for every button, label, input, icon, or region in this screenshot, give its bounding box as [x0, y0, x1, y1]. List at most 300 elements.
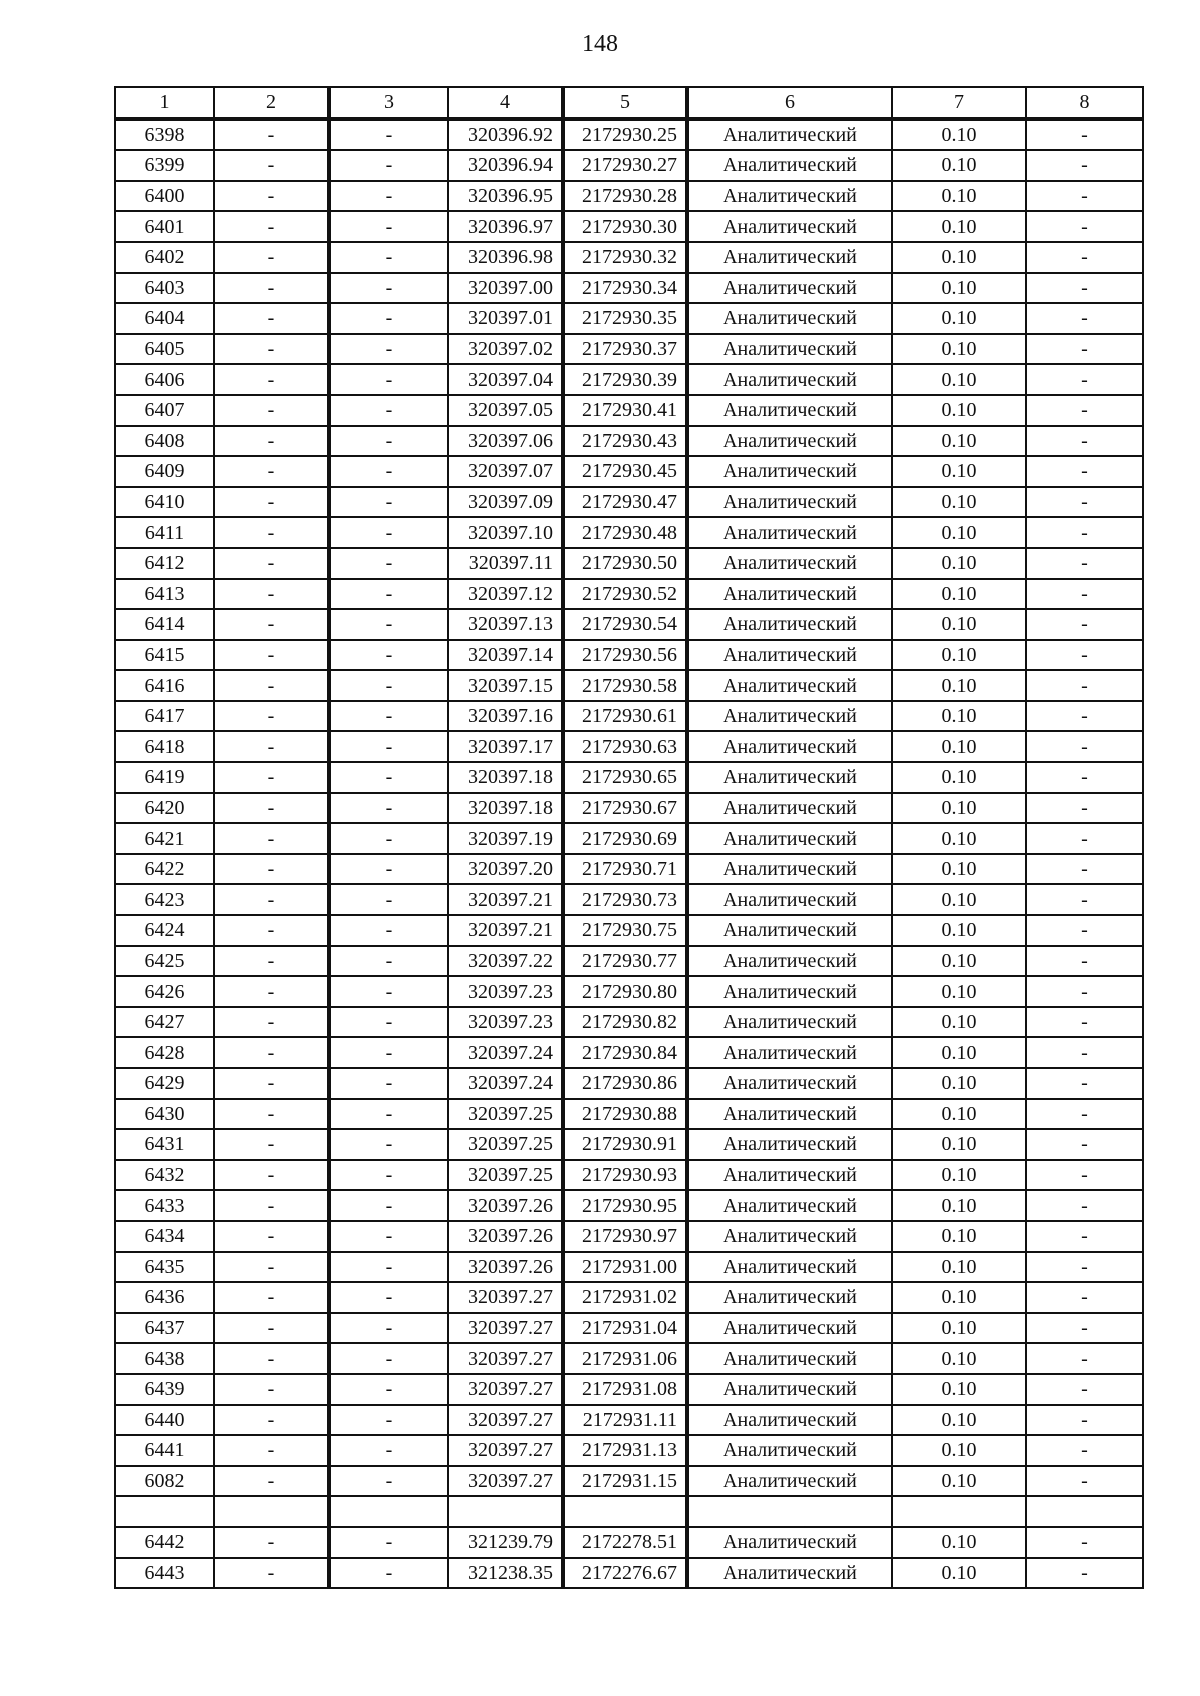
table-row: [115, 119, 1143, 151]
table-row: [115, 915, 1143, 946]
table-row: [115, 548, 1143, 579]
table-cell: -: [1026, 456, 1143, 487]
table-cell: 0.10: [892, 242, 1026, 273]
table-cell: 6433: [115, 1190, 214, 1221]
table-cell: 6428: [115, 1037, 214, 1068]
table-cell: Аналитический: [687, 303, 892, 334]
table-cell: -: [214, 334, 329, 365]
table-cell: 320397.26: [448, 1190, 563, 1221]
table-row: [115, 1466, 1143, 1497]
table-cell: 0.10: [892, 548, 1026, 579]
table-cell: 2172930.75: [563, 915, 687, 946]
table-cell: Аналитический: [687, 456, 892, 487]
table-cell: -: [1026, 946, 1143, 977]
table-cell: 320397.25: [448, 1160, 563, 1191]
table-cell: 0.10: [892, 670, 1026, 701]
table-row: [115, 1190, 1143, 1221]
table-cell: 320397.11: [448, 548, 563, 579]
table-cell: -: [1026, 1313, 1143, 1344]
table-cell: 2172930.82: [563, 1007, 687, 1038]
table-cell: 2172930.84: [563, 1037, 687, 1068]
table-cell: 320397.25: [448, 1129, 563, 1160]
page-number: 148: [582, 31, 618, 57]
table-cell: Аналитический: [687, 946, 892, 977]
table-cell: -: [214, 1037, 329, 1068]
table-cell: -: [329, 609, 448, 640]
table-cell: 320397.18: [448, 793, 563, 824]
table-cell: 0.10: [892, 731, 1026, 762]
table-cell: 0.10: [892, 762, 1026, 793]
table-cell: 0.10: [892, 793, 1026, 824]
table-cell: 2172931.00: [563, 1252, 687, 1283]
table-cell: -: [329, 1313, 448, 1344]
table-cell: -: [1026, 364, 1143, 395]
table-cell: 0.10: [892, 1313, 1026, 1344]
table-cell: -: [214, 1221, 329, 1252]
table-cell: 0.10: [892, 701, 1026, 732]
table-row: [115, 579, 1143, 610]
table-cell: 320397.22: [448, 946, 563, 977]
table-cell: -: [214, 1466, 329, 1497]
table-cell: -: [1026, 670, 1143, 701]
table-cell: Аналитический: [687, 701, 892, 732]
table-cell: -: [329, 1007, 448, 1038]
table-row: [115, 487, 1143, 518]
table-cell: Аналитический: [687, 1374, 892, 1405]
table-cell: 320397.04: [448, 364, 563, 395]
table-cell: [115, 1496, 214, 1527]
table-cell: -: [1026, 1466, 1143, 1497]
table-cell: 2172930.97: [563, 1221, 687, 1252]
table-cell: 320397.24: [448, 1068, 563, 1099]
table-cell: Аналитический: [687, 1466, 892, 1497]
table-cell: -: [1026, 487, 1143, 518]
table-cell: 2172930.25: [563, 119, 687, 151]
table-cell: 6415: [115, 640, 214, 671]
table-cell: -: [214, 242, 329, 273]
table-cell: 6430: [115, 1099, 214, 1130]
table-cell: -: [1026, 1190, 1143, 1221]
table-cell: -: [329, 1099, 448, 1130]
table-cell: [1026, 1496, 1143, 1527]
table-cell: Аналитический: [687, 1313, 892, 1344]
table-header-row: [115, 87, 1143, 119]
table-cell: Аналитический: [687, 854, 892, 885]
table-row: [115, 150, 1143, 181]
table-cell: Аналитический: [687, 487, 892, 518]
table-cell: 320397.23: [448, 976, 563, 1007]
table-cell: 2172930.67: [563, 793, 687, 824]
table-cell: Аналитический: [687, 1343, 892, 1374]
table-cell: 6442: [115, 1527, 214, 1558]
table-cell: -: [214, 548, 329, 579]
table-cell: -: [329, 976, 448, 1007]
table-cell: -: [214, 1252, 329, 1283]
table-cell: 320397.15: [448, 670, 563, 701]
table-cell: 320397.27: [448, 1435, 563, 1466]
table-cell: 6431: [115, 1129, 214, 1160]
table-cell: -: [329, 1435, 448, 1466]
table-cell: -: [329, 1068, 448, 1099]
column-header: 5: [563, 87, 687, 119]
table-cell: 321239.79: [448, 1527, 563, 1558]
table-cell: 0.10: [892, 334, 1026, 365]
table-cell: 320397.12: [448, 579, 563, 610]
table-cell: -: [214, 915, 329, 946]
table-cell: -: [329, 456, 448, 487]
table-cell: -: [1026, 242, 1143, 273]
table-cell: Аналитический: [687, 119, 892, 151]
table-cell: 2172931.04: [563, 1313, 687, 1344]
table-cell: 0.10: [892, 823, 1026, 854]
table-cell: 6424: [115, 915, 214, 946]
table-cell: -: [214, 701, 329, 732]
table-cell: -: [1026, 915, 1143, 946]
table-cell: Аналитический: [687, 1252, 892, 1283]
table-cell: -: [329, 517, 448, 548]
table-cell: -: [214, 1068, 329, 1099]
table-cell: 2172930.39: [563, 364, 687, 395]
table-cell: Аналитический: [687, 1527, 892, 1558]
table-cell: 320396.92: [448, 119, 563, 151]
table-cell: [563, 1496, 687, 1527]
table-cell: 6437: [115, 1313, 214, 1344]
table-cell: -: [1026, 1037, 1143, 1068]
table-cell: 0.10: [892, 609, 1026, 640]
column-header: 1: [115, 87, 214, 119]
table-cell: -: [329, 1190, 448, 1221]
table-cell: [892, 1496, 1026, 1527]
table-cell: 0.10: [892, 1252, 1026, 1283]
table-cell: -: [214, 119, 329, 151]
table-cell: -: [1026, 1435, 1143, 1466]
table-cell: -: [214, 1313, 329, 1344]
table-cell: -: [329, 670, 448, 701]
table-cell: -: [329, 1374, 448, 1405]
table-cell: Аналитический: [687, 395, 892, 426]
table-cell: [687, 1496, 892, 1527]
table-cell: -: [329, 1405, 448, 1436]
table-cell: -: [1026, 640, 1143, 671]
table-cell: 2172930.88: [563, 1099, 687, 1130]
table-cell: 0.10: [892, 211, 1026, 242]
table-cell: 320397.07: [448, 456, 563, 487]
table-cell: 2172930.71: [563, 854, 687, 885]
table-cell: 0.10: [892, 640, 1026, 671]
table-cell: -: [329, 211, 448, 242]
table-row: [115, 334, 1143, 365]
table-cell: 2172931.13: [563, 1435, 687, 1466]
table-cell: 320397.19: [448, 823, 563, 854]
table-cell: 0.10: [892, 1221, 1026, 1252]
table-cell: 6422: [115, 854, 214, 885]
table-cell: 0.10: [892, 119, 1026, 151]
table-cell: 6409: [115, 456, 214, 487]
table-cell: 6402: [115, 242, 214, 273]
table-cell: -: [214, 1190, 329, 1221]
table-cell: -: [1026, 1343, 1143, 1374]
table-cell: -: [214, 1160, 329, 1191]
table-cell: 320397.27: [448, 1466, 563, 1497]
table-cell: Аналитический: [687, 579, 892, 610]
table-cell: Аналитический: [687, 976, 892, 1007]
table-cell: 320397.16: [448, 701, 563, 732]
table-cell: 2172930.43: [563, 426, 687, 457]
table-cell: Аналитический: [687, 273, 892, 304]
table-cell: Аналитический: [687, 793, 892, 824]
table-cell: 0.10: [892, 487, 1026, 518]
table-cell: -: [214, 579, 329, 610]
table-cell: 6412: [115, 548, 214, 579]
table-row: [115, 1405, 1143, 1436]
table-cell: 320397.27: [448, 1313, 563, 1344]
table-cell: 6404: [115, 303, 214, 334]
table-cell: 0.10: [892, 517, 1026, 548]
table-cell: 320397.26: [448, 1221, 563, 1252]
table-cell: 0.10: [892, 1068, 1026, 1099]
table-row: [115, 609, 1143, 640]
table-cell: Аналитический: [687, 731, 892, 762]
table-row: [115, 303, 1143, 334]
table-cell: 2172930.50: [563, 548, 687, 579]
table-cell: -: [1026, 548, 1143, 579]
table-row: [115, 1221, 1143, 1252]
table-row: [115, 1496, 1143, 1527]
table-row: [115, 976, 1143, 1007]
table-cell: 6411: [115, 517, 214, 548]
table-cell: 320397.23: [448, 1007, 563, 1038]
table-cell: 320397.21: [448, 884, 563, 915]
table-cell: 0.10: [892, 1343, 1026, 1374]
table-cell: -: [214, 793, 329, 824]
table-cell: -: [214, 395, 329, 426]
table-cell: 2172930.69: [563, 823, 687, 854]
table-row: [115, 701, 1143, 732]
table-cell: -: [329, 1160, 448, 1191]
table-cell: -: [329, 884, 448, 915]
table-row: [115, 1252, 1143, 1283]
table-cell: Аналитический: [687, 1221, 892, 1252]
table-row: [115, 1558, 1143, 1589]
table-cell: -: [329, 487, 448, 518]
table-cell: -: [329, 1129, 448, 1160]
table-cell: Аналитический: [687, 884, 892, 915]
table-cell: 320396.95: [448, 181, 563, 212]
table-row: [115, 854, 1143, 885]
table-cell: 2172930.61: [563, 701, 687, 732]
table-cell: -: [329, 273, 448, 304]
table-cell: 320397.06: [448, 426, 563, 457]
table-cell: 2172930.58: [563, 670, 687, 701]
table-row: [115, 211, 1143, 242]
table-cell: 6408: [115, 426, 214, 457]
table-cell: [448, 1496, 563, 1527]
table-cell: 6429: [115, 1068, 214, 1099]
table-cell: -: [1026, 731, 1143, 762]
table-cell: -: [214, 456, 329, 487]
table-cell: 320397.10: [448, 517, 563, 548]
table-cell: -: [1026, 1558, 1143, 1589]
table-cell: -: [214, 1405, 329, 1436]
table-cell: Аналитический: [687, 1405, 892, 1436]
table-cell: 2172930.41: [563, 395, 687, 426]
table-cell: 0.10: [892, 364, 1026, 395]
table-cell: Аналитический: [687, 1037, 892, 1068]
table-cell: Аналитический: [687, 334, 892, 365]
table-cell: 6432: [115, 1160, 214, 1191]
table-cell: -: [1026, 303, 1143, 334]
table-row: [115, 426, 1143, 457]
table-cell: 6417: [115, 701, 214, 732]
table-cell: 2172930.54: [563, 609, 687, 640]
table-row: [115, 731, 1143, 762]
table-cell: -: [214, 762, 329, 793]
table-cell: 2172930.48: [563, 517, 687, 548]
table-cell: Аналитический: [687, 426, 892, 457]
table-row: [115, 1160, 1143, 1191]
table-cell: 320397.17: [448, 731, 563, 762]
table-cell: 2172930.95: [563, 1190, 687, 1221]
table-cell: 6443: [115, 1558, 214, 1589]
table-cell: Аналитический: [687, 1160, 892, 1191]
table-cell: 320397.27: [448, 1374, 563, 1405]
table-cell: -: [329, 793, 448, 824]
table-cell: 320397.13: [448, 609, 563, 640]
table-cell: 0.10: [892, 1374, 1026, 1405]
table-cell: 320396.98: [448, 242, 563, 273]
table-cell: 0.10: [892, 150, 1026, 181]
table-cell: -: [1026, 273, 1143, 304]
table-cell: -: [329, 1466, 448, 1497]
table-cell: 6421: [115, 823, 214, 854]
table-cell: -: [329, 119, 448, 151]
table-cell: Аналитический: [687, 181, 892, 212]
table-cell: 6416: [115, 670, 214, 701]
table-cell: 0.10: [892, 946, 1026, 977]
table-cell: 6427: [115, 1007, 214, 1038]
table-cell: Аналитический: [687, 364, 892, 395]
table-cell: -: [1026, 1129, 1143, 1160]
table-cell: 2172930.34: [563, 273, 687, 304]
table-cell: -: [214, 303, 329, 334]
table-cell: 320397.25: [448, 1099, 563, 1130]
table-cell: 6441: [115, 1435, 214, 1466]
table-cell: 6401: [115, 211, 214, 242]
table-cell: 0.10: [892, 884, 1026, 915]
table-row: [115, 1343, 1143, 1374]
table-row: [115, 1129, 1143, 1160]
table-cell: -: [1026, 823, 1143, 854]
table-cell: -: [1026, 1252, 1143, 1283]
table-cell: 0.10: [892, 1282, 1026, 1313]
table-row: [115, 1099, 1143, 1130]
table-cell: 0.10: [892, 181, 1026, 212]
table-cell: Аналитический: [687, 150, 892, 181]
table-row: [115, 181, 1143, 212]
table-cell: 2172930.28: [563, 181, 687, 212]
table-cell: 2172930.52: [563, 579, 687, 610]
table-cell: Аналитический: [687, 242, 892, 273]
table-cell: 6423: [115, 884, 214, 915]
table-cell: 0.10: [892, 579, 1026, 610]
table-cell: 320397.20: [448, 854, 563, 885]
table-cell: -: [329, 1527, 448, 1558]
column-header: 7: [892, 87, 1026, 119]
table-cell: -: [329, 1252, 448, 1283]
table-cell: 6400: [115, 181, 214, 212]
table-cell: 6440: [115, 1405, 214, 1436]
table-cell: [329, 1496, 448, 1527]
table-cell: 6438: [115, 1343, 214, 1374]
table-cell: Аналитический: [687, 517, 892, 548]
column-header: 2: [214, 87, 329, 119]
table-cell: Аналитический: [687, 1129, 892, 1160]
column-header: 4: [448, 87, 563, 119]
table-cell: 6434: [115, 1221, 214, 1252]
table-cell: 320397.27: [448, 1405, 563, 1436]
table-cell: -: [1026, 1160, 1143, 1191]
table-row: [115, 395, 1143, 426]
table-cell: 320396.97: [448, 211, 563, 242]
table-cell: 320397.27: [448, 1343, 563, 1374]
table-cell: -: [1026, 1282, 1143, 1313]
table-cell: -: [214, 1558, 329, 1589]
table-cell: -: [214, 670, 329, 701]
table-cell: 320397.21: [448, 915, 563, 946]
table-row: [115, 1007, 1143, 1038]
table-cell: 2172930.35: [563, 303, 687, 334]
table-cell: -: [329, 854, 448, 885]
table-cell: 6435: [115, 1252, 214, 1283]
table-cell: 6410: [115, 487, 214, 518]
table-cell: 320397.24: [448, 1037, 563, 1068]
table-cell: Аналитический: [687, 1558, 892, 1589]
table-cell: -: [214, 364, 329, 395]
table-cell: -: [214, 273, 329, 304]
table-cell: -: [329, 181, 448, 212]
table-row: [115, 1068, 1143, 1099]
table-cell: 0.10: [892, 1007, 1026, 1038]
table-cell: 321238.35: [448, 1558, 563, 1589]
table-cell: Аналитический: [687, 823, 892, 854]
table-cell: 320397.02: [448, 334, 563, 365]
table-cell: 0.10: [892, 395, 1026, 426]
table-cell: 0.10: [892, 1037, 1026, 1068]
table-cell: -: [214, 884, 329, 915]
table-cell: -: [1026, 1405, 1143, 1436]
table-cell: 2172930.45: [563, 456, 687, 487]
table-cell: -: [329, 1558, 448, 1589]
table-cell: 2172276.67: [563, 1558, 687, 1589]
table-cell: 2172930.56: [563, 640, 687, 671]
table-cell: -: [329, 731, 448, 762]
table-cell: -: [329, 150, 448, 181]
table-cell: Аналитический: [687, 609, 892, 640]
table-cell: 0.10: [892, 915, 1026, 946]
table-cell: -: [1026, 517, 1143, 548]
table-cell: -: [214, 609, 329, 640]
table-cell: 6413: [115, 579, 214, 610]
table-cell: -: [329, 915, 448, 946]
table-cell: -: [1026, 579, 1143, 610]
table-cell: 0.10: [892, 303, 1026, 334]
table-cell: -: [1026, 1099, 1143, 1130]
table-cell: 0.10: [892, 1466, 1026, 1497]
table-cell: -: [329, 823, 448, 854]
table-cell: 6406: [115, 364, 214, 395]
table-row: [115, 364, 1143, 395]
table-cell: 0.10: [892, 1160, 1026, 1191]
